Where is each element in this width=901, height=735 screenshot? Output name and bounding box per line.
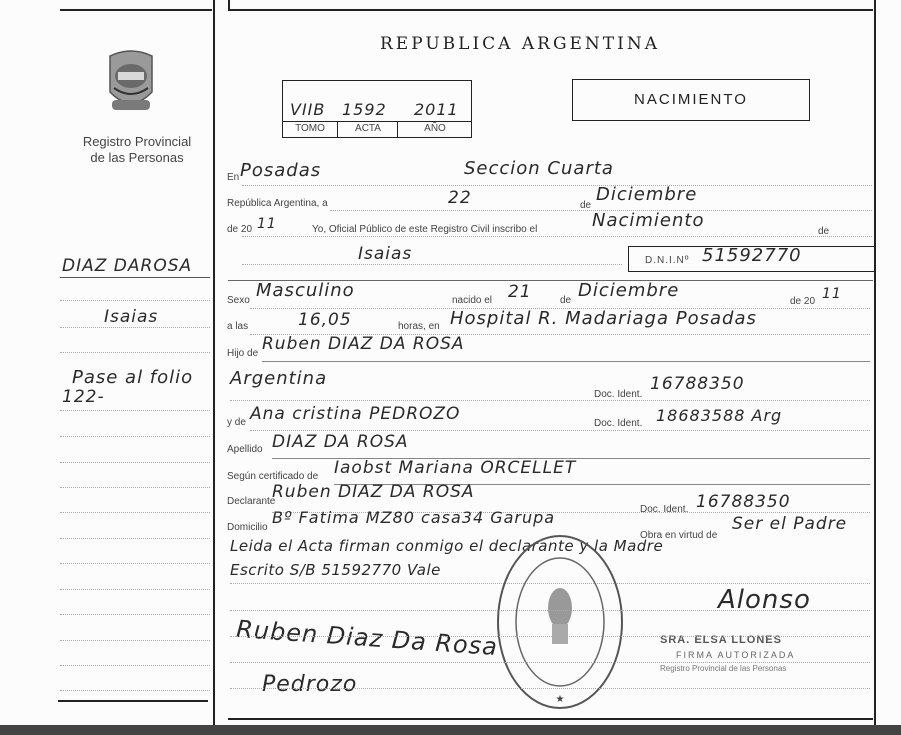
registry-name-line2: de las Personas	[90, 150, 184, 165]
record-type: NACIMIENTO	[634, 91, 748, 108]
official-signature: Alonso	[718, 585, 811, 615]
left-column-divider	[213, 0, 215, 725]
republica-label: República Argentina, a	[227, 198, 328, 209]
declarant-signature: Ruben Diaz Da Rosa	[235, 614, 499, 662]
margin-dotline	[60, 690, 210, 691]
bottom-border-left	[58, 700, 208, 702]
margin-dotline	[60, 512, 210, 513]
margin-note-1: Pase al folio	[72, 367, 194, 388]
ano-label: AÑO	[424, 123, 446, 134]
misiones-coat-of-arms-icon	[102, 48, 160, 116]
margin-dotline	[60, 563, 210, 564]
nacido-label: nacido el	[452, 295, 493, 306]
year-prefix: de 20	[227, 224, 253, 235]
row-dotline	[230, 688, 870, 689]
dni-label: D.N.I.Nº	[645, 255, 690, 266]
margin-dotline	[60, 327, 210, 328]
sexo-value: Masculino	[256, 280, 355, 301]
mother-doc: 18683588 Arg	[656, 406, 783, 425]
a-las-label: a las	[227, 321, 249, 332]
row-dotline	[242, 185, 872, 186]
year-suffix: 11	[257, 216, 277, 232]
top-border-right	[228, 9, 873, 11]
mother-value: Ana cristina PEDROZO	[250, 404, 461, 424]
margin-surname: DIAZ DAROSA	[62, 256, 193, 276]
svg-text:★: ★	[555, 694, 565, 705]
margin-note-2: 122-	[62, 387, 105, 407]
place-value: Hospital R. Madariaga Posadas	[450, 308, 757, 329]
margin-dotline	[60, 352, 210, 353]
margin-dotline	[60, 436, 210, 437]
birth-year-prefix: de 20	[790, 296, 816, 307]
de-label-2: de	[818, 226, 830, 237]
margin-dotline	[60, 487, 210, 488]
registry-name-line1: Registro Provincial	[82, 134, 192, 149]
hijo-label: Hijo de	[227, 348, 259, 359]
official-name: SRA. ELSA LLONES	[660, 634, 782, 646]
margin-dotline	[60, 462, 210, 463]
de-label-3: de	[560, 295, 572, 306]
acta-value: 1592	[342, 100, 387, 119]
de-label: de	[580, 200, 592, 211]
ano-value: 2011	[414, 100, 459, 119]
row-dotline	[230, 400, 870, 401]
mother-signature: Pedrozo	[262, 672, 358, 697]
child-name: Isaias	[358, 244, 413, 264]
segun-label: Según certificado de	[227, 471, 319, 482]
certificado-value: Iaobst Mariana ORCELLET	[334, 458, 577, 478]
margin-name: Isaias	[104, 307, 159, 327]
oficial-text: Yo, Oficial Público de este Registro Civil inscribo el	[312, 224, 538, 235]
margin-dotline	[60, 538, 210, 539]
day-value: 22	[448, 188, 472, 208]
row-rule	[262, 361, 870, 362]
right-border	[874, 0, 876, 725]
domicilio-value: Bº Fatima MZ80 casa34 Garupa	[272, 508, 556, 527]
top-border-left	[60, 9, 212, 11]
section-value: Seccion Cuarta	[464, 158, 614, 179]
time-value: 16,05	[298, 310, 352, 330]
birth-month: Diciembre	[578, 280, 680, 301]
obra-value: Ser el Padre	[732, 514, 848, 534]
bottom-border-right	[228, 718, 873, 720]
father-doc: 16788350	[650, 374, 745, 394]
row-dotline	[230, 662, 870, 663]
tomo-value: VIIB	[290, 100, 326, 119]
domicilio-label: Domicilio	[227, 522, 268, 533]
doc-ident-label-2: Doc. Ident.	[594, 418, 643, 429]
official-office: Registro Provincial de las Personas	[660, 664, 787, 673]
declarante-label: Declarante	[227, 496, 276, 507]
doc-ident-label-3: Doc. Ident.	[640, 504, 689, 515]
city-value: Posadas	[240, 160, 322, 181]
row-dotline	[242, 236, 872, 237]
margin-dotline	[60, 640, 210, 641]
doc-ident-label-1: Doc. Ident.	[594, 389, 643, 400]
declarante-value: Ruben DIAZ DA ROSA	[272, 482, 475, 502]
margin-dotline	[60, 665, 210, 666]
dni-value: 51592770	[702, 245, 802, 266]
birth-year-suffix: 11	[822, 286, 842, 302]
margin-dotline	[60, 300, 210, 301]
y-de-label: y de	[227, 417, 246, 428]
top-right-divider	[228, 0, 230, 9]
apellido-value: DIAZ DA ROSA	[272, 432, 409, 452]
country-title: REPUBLICA ARGENTINA	[380, 34, 661, 54]
margin-rule-1	[60, 277, 210, 278]
closing-note-line2: Escrito S/B 51592770 Vale	[230, 561, 441, 579]
closing-note-line1: Leida el Acta firman conmigo el declarante y la Madre	[230, 537, 664, 555]
father-nationality: Argentina	[230, 368, 328, 389]
official-round-stamp-icon	[494, 532, 626, 712]
inscribo-value: Nacimiento	[592, 210, 705, 231]
sexo-label: Sexo	[227, 295, 250, 306]
margin-dotline	[60, 410, 210, 411]
declarante-doc: 16788350	[696, 492, 791, 512]
horas-label: horas, en	[398, 321, 440, 332]
row-dotline	[230, 636, 870, 637]
month-value: Diciembre	[596, 184, 698, 205]
margin-dotline	[60, 614, 210, 615]
en-label: En	[227, 172, 240, 183]
scan-edge	[0, 725, 901, 735]
official-role: FIRMA AUTORIZADA	[676, 650, 796, 660]
birth-day: 21	[508, 282, 532, 302]
row-dotline	[250, 430, 870, 431]
obra-label: Obra en virtud de	[640, 530, 718, 541]
acta-label: ACTA	[355, 123, 381, 134]
row-dotline	[242, 264, 622, 265]
apellido-label: Apellido	[227, 444, 263, 455]
row-dotline	[230, 610, 870, 611]
tomo-label: TOMO	[295, 123, 325, 134]
margin-dotline	[60, 589, 210, 590]
father-value: Ruben DIAZ DA ROSA	[262, 334, 465, 354]
